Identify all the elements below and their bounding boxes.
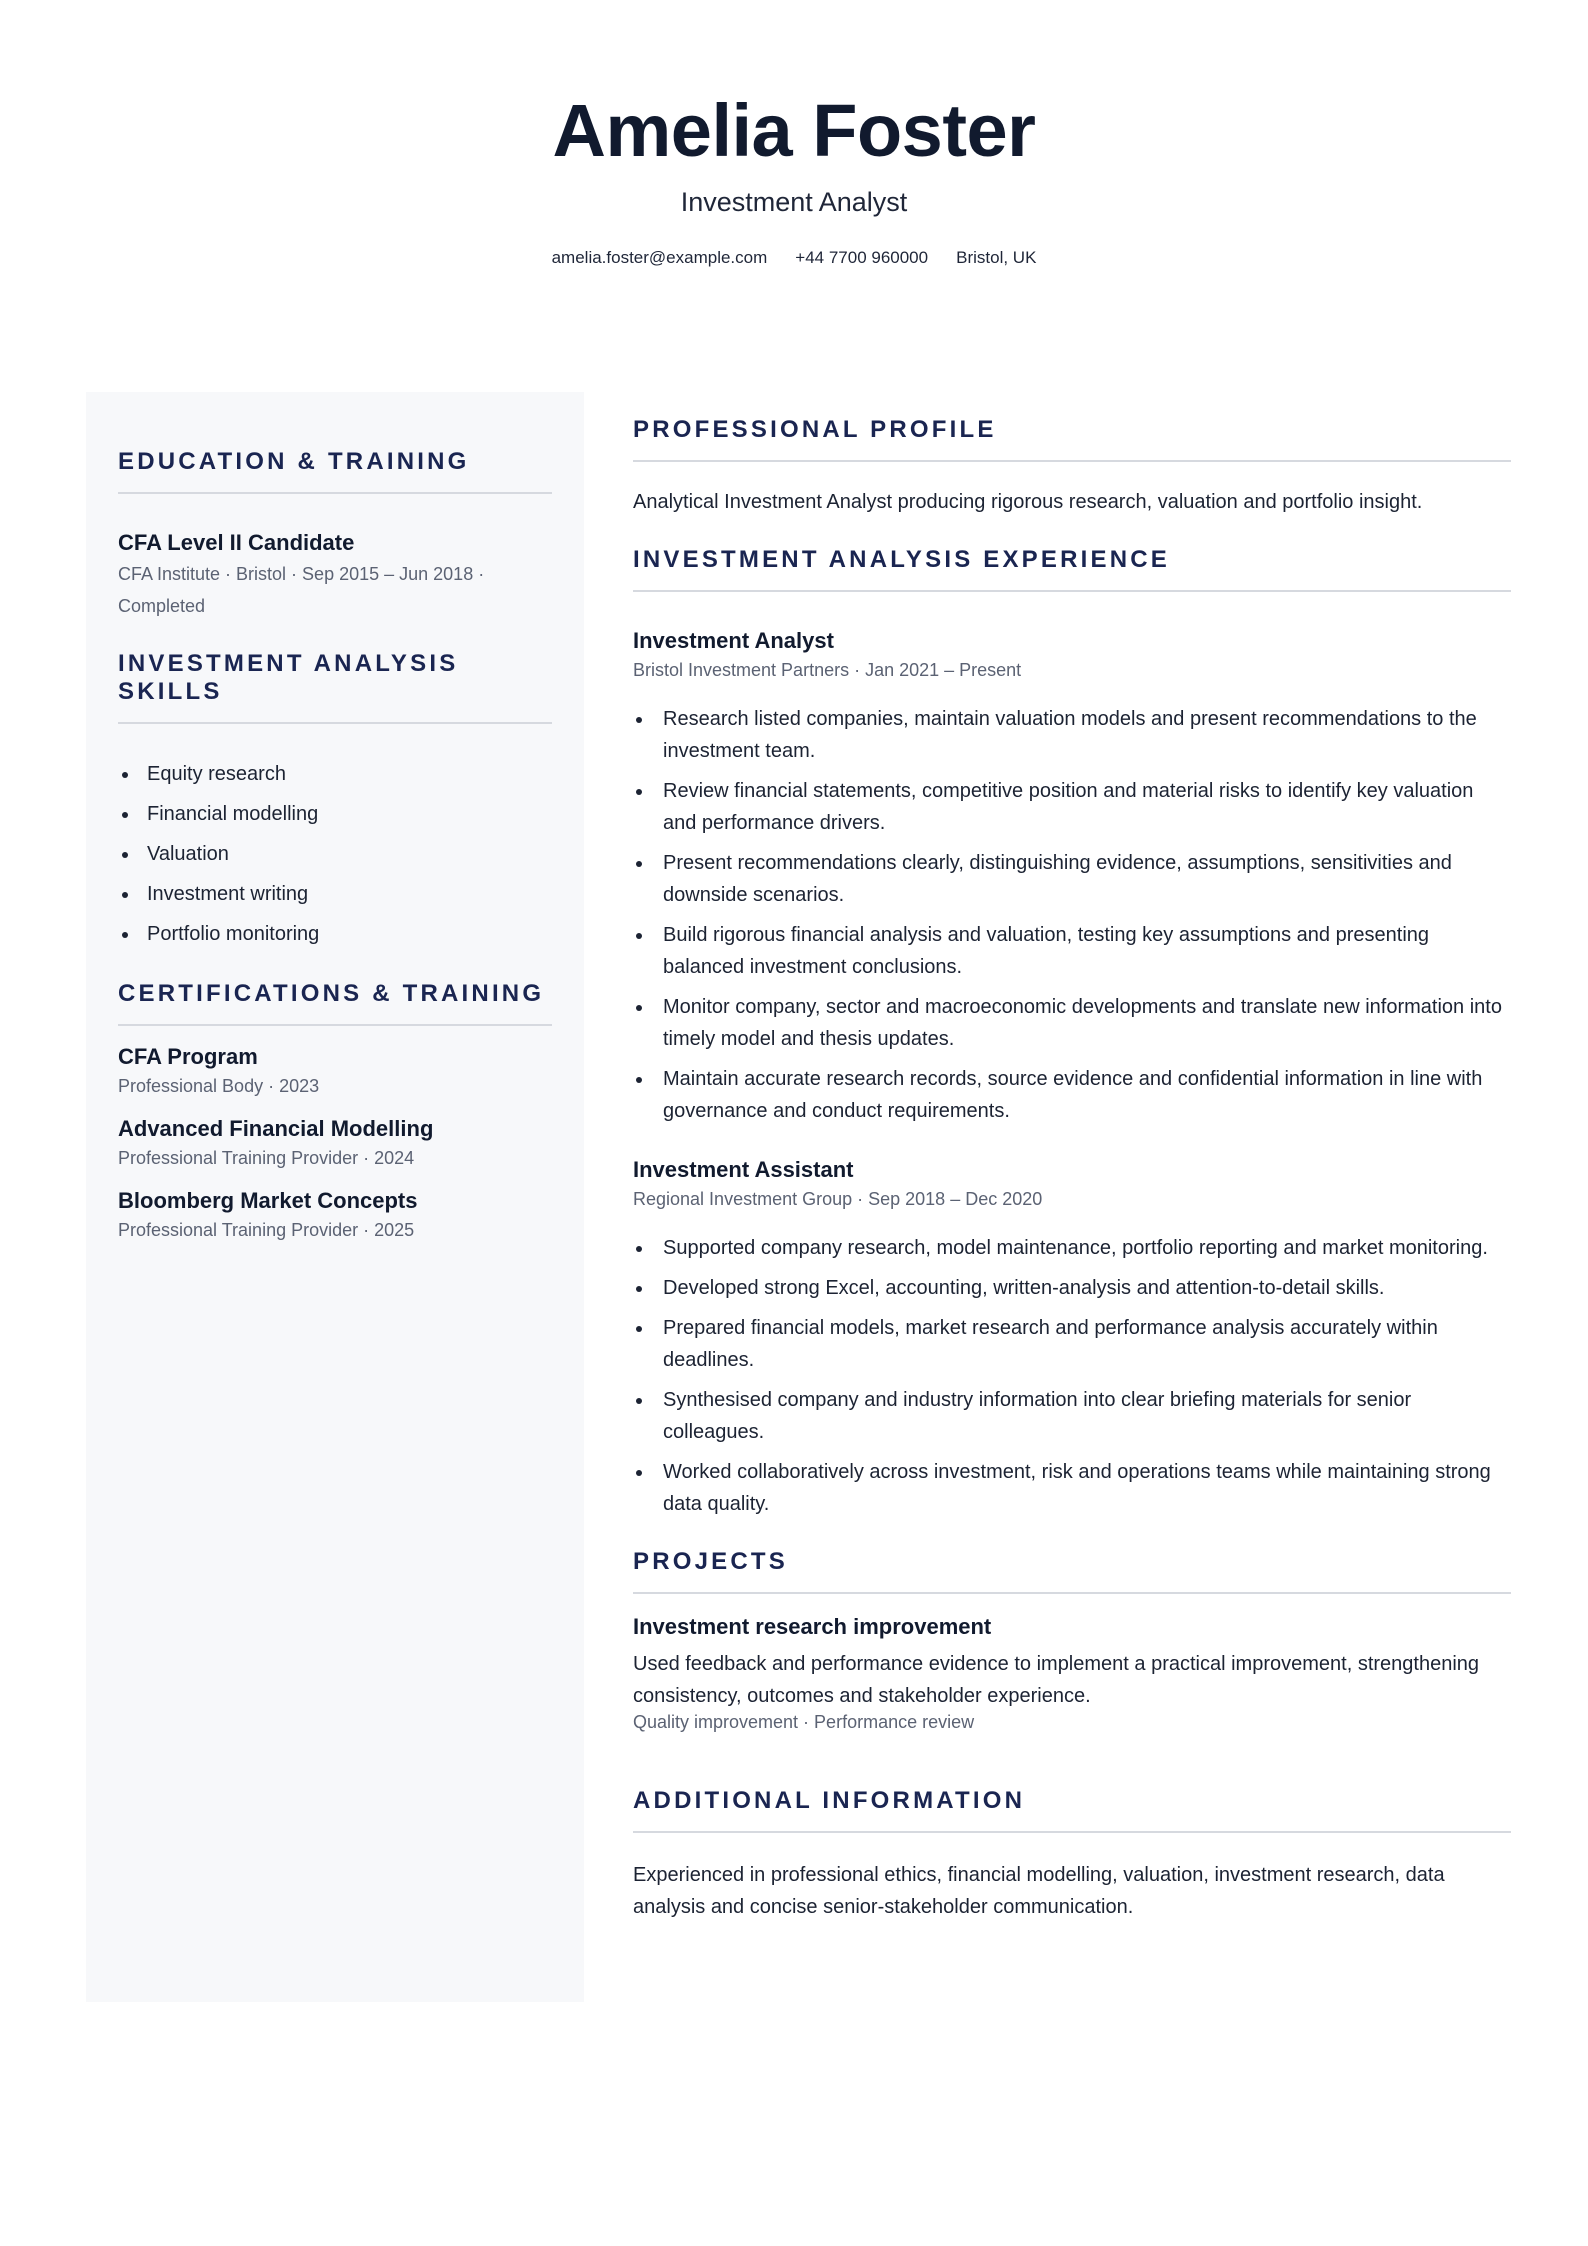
- project-tags: Quality improvement · Performance review: [633, 1712, 975, 1732]
- additional-section: [633, 1787, 1511, 1923]
- candidate-name: Amelia Foster: [552, 89, 1036, 172]
- main-column: [633, 416, 1511, 1923]
- skill-item: Portfolio monitoring: [118, 914, 552, 954]
- job-bullet: Monitor company, sector and macroeconomic developments and translate new information into timely model and thesis updates.: [633, 991, 1511, 1055]
- certification-name: Advanced Financial Modelling: [118, 1116, 434, 1141]
- section-divider: [633, 460, 1511, 462]
- section-divider: [633, 590, 1511, 592]
- job-bullets: [633, 1232, 1511, 1520]
- certification-detail: Professional Training Provider · 2024: [118, 1148, 415, 1168]
- skill-item: Financial modelling: [118, 794, 552, 834]
- sidebar-content: [118, 392, 552, 1246]
- education-entry-title: CFA Level II Candidate: [118, 530, 355, 555]
- job-bullet: Prepared financial models, market research and performance analysis accurately within deadlines.: [633, 1312, 1511, 1376]
- education-entry-status: Completed: [118, 596, 206, 616]
- profile-heading: PROFESSIONAL PROFILE: [633, 416, 997, 443]
- certification-item: [118, 1116, 552, 1174]
- skill-item: Equity research: [118, 754, 552, 794]
- certification-name: Bloomberg Market Concepts: [118, 1188, 418, 1213]
- project-name: Investment research improvement: [633, 1614, 992, 1639]
- contact-phone[interactable]: +44 7700 960000: [795, 248, 929, 268]
- certification-detail: Professional Body · 2023: [118, 1076, 320, 1096]
- job-bullet: Developed strong Excel, accounting, written-analysis and attention-to-detail skills.: [633, 1272, 1511, 1304]
- section-divider: [118, 492, 552, 494]
- job-entry: [633, 1157, 1511, 1520]
- section-divider: [633, 1592, 1511, 1594]
- job-bullet: Review financial statements, competitive position and material risks to identify key valuation and performance drivers.: [633, 775, 1511, 839]
- job-bullets: [633, 703, 1511, 1127]
- certifications-section: [118, 980, 552, 1246]
- job-title: Investment Analyst: [633, 628, 834, 653]
- job-bullet: Synthesised company and industry information into clear briefing materials for senior colleagues.: [633, 1384, 1511, 1448]
- project-description: Used feedback and performance evidence to implement a practical improvement, strengthening consistency, outcomes and stakeholder experience.: [633, 1653, 1480, 1707]
- job-bullet: Research listed companies, maintain valuation models and present recommendations to the investment team.: [633, 703, 1511, 767]
- education-heading: EDUCATION & TRAINING: [118, 448, 470, 475]
- section-divider: [118, 722, 552, 724]
- education-section: [118, 448, 552, 622]
- job-bullet: Supported company research, model maintenance, portfolio reporting and market monitoring.: [633, 1232, 1511, 1264]
- job-bullet: Worked collaboratively across investment, risk and operations teams while maintaining strong data quality.: [633, 1456, 1511, 1520]
- job-bullet: Maintain accurate research records, source evidence and confidential information in line with governance and conduct requirements.: [633, 1063, 1511, 1127]
- section-divider: [118, 1024, 552, 1026]
- experience-section: [633, 546, 1511, 1520]
- profile-text: Analytical Investment Analyst producing rigorous research, valuation and portfolio insight.: [633, 491, 1423, 513]
- skills-heading: INVESTMENT ANALYSIS SKILLS: [118, 650, 459, 705]
- resume-header: [0, 90, 1588, 268]
- projects-heading: PROJECTS: [633, 1548, 788, 1575]
- job-bullet: Build rigorous financial analysis and valuation, testing key assumptions and presenting balanced investment conclusions.: [633, 919, 1511, 983]
- job-subtitle: Bristol Investment Partners · Jan 2021 – Present: [633, 660, 1022, 680]
- candidate-role: Investment Analyst: [680, 187, 908, 218]
- skills-list: [118, 754, 552, 954]
- certification-item: [118, 1188, 552, 1246]
- additional-text: Experienced in professional ethics, financial modelling, valuation, investment research, data analysis and concise senior-stakeholder communication.: [633, 1864, 1445, 1918]
- profile-section: [633, 416, 1511, 518]
- contact-location: Bristol, UK: [956, 248, 1037, 268]
- education-entry-detail: CFA Institute · Bristol · Sep 2015 – Jun 2018 ·: [118, 564, 485, 584]
- job-entry: [633, 628, 1511, 1127]
- experience-heading: INVESTMENT ANALYSIS EXPERIENCE: [633, 546, 1170, 573]
- projects-section: [633, 1548, 1511, 1733]
- certification-detail: Professional Training Provider · 2025: [118, 1220, 415, 1240]
- certification-item: [118, 1044, 552, 1102]
- skills-section: [118, 650, 552, 954]
- certification-name: CFA Program: [118, 1044, 258, 1069]
- certifications-heading: CERTIFICATIONS & TRAINING: [118, 980, 545, 1007]
- skill-item: Valuation: [118, 834, 552, 874]
- job-bullet: Present recommendations clearly, distinguishing evidence, assumptions, sensitivities and downside scenarios.: [633, 847, 1511, 911]
- section-divider: [633, 1831, 1511, 1833]
- additional-heading: ADDITIONAL INFORMATION: [633, 1787, 1026, 1814]
- contact-line: [0, 248, 1588, 268]
- education-entry: [118, 530, 552, 622]
- sidebar: [86, 392, 584, 2002]
- contact-email[interactable]: amelia.foster@example.com: [551, 248, 768, 268]
- job-subtitle: Regional Investment Group · Sep 2018 – Dec 2020: [633, 1189, 1043, 1209]
- job-title: Investment Assistant: [633, 1157, 854, 1182]
- skill-item: Investment writing: [118, 874, 552, 914]
